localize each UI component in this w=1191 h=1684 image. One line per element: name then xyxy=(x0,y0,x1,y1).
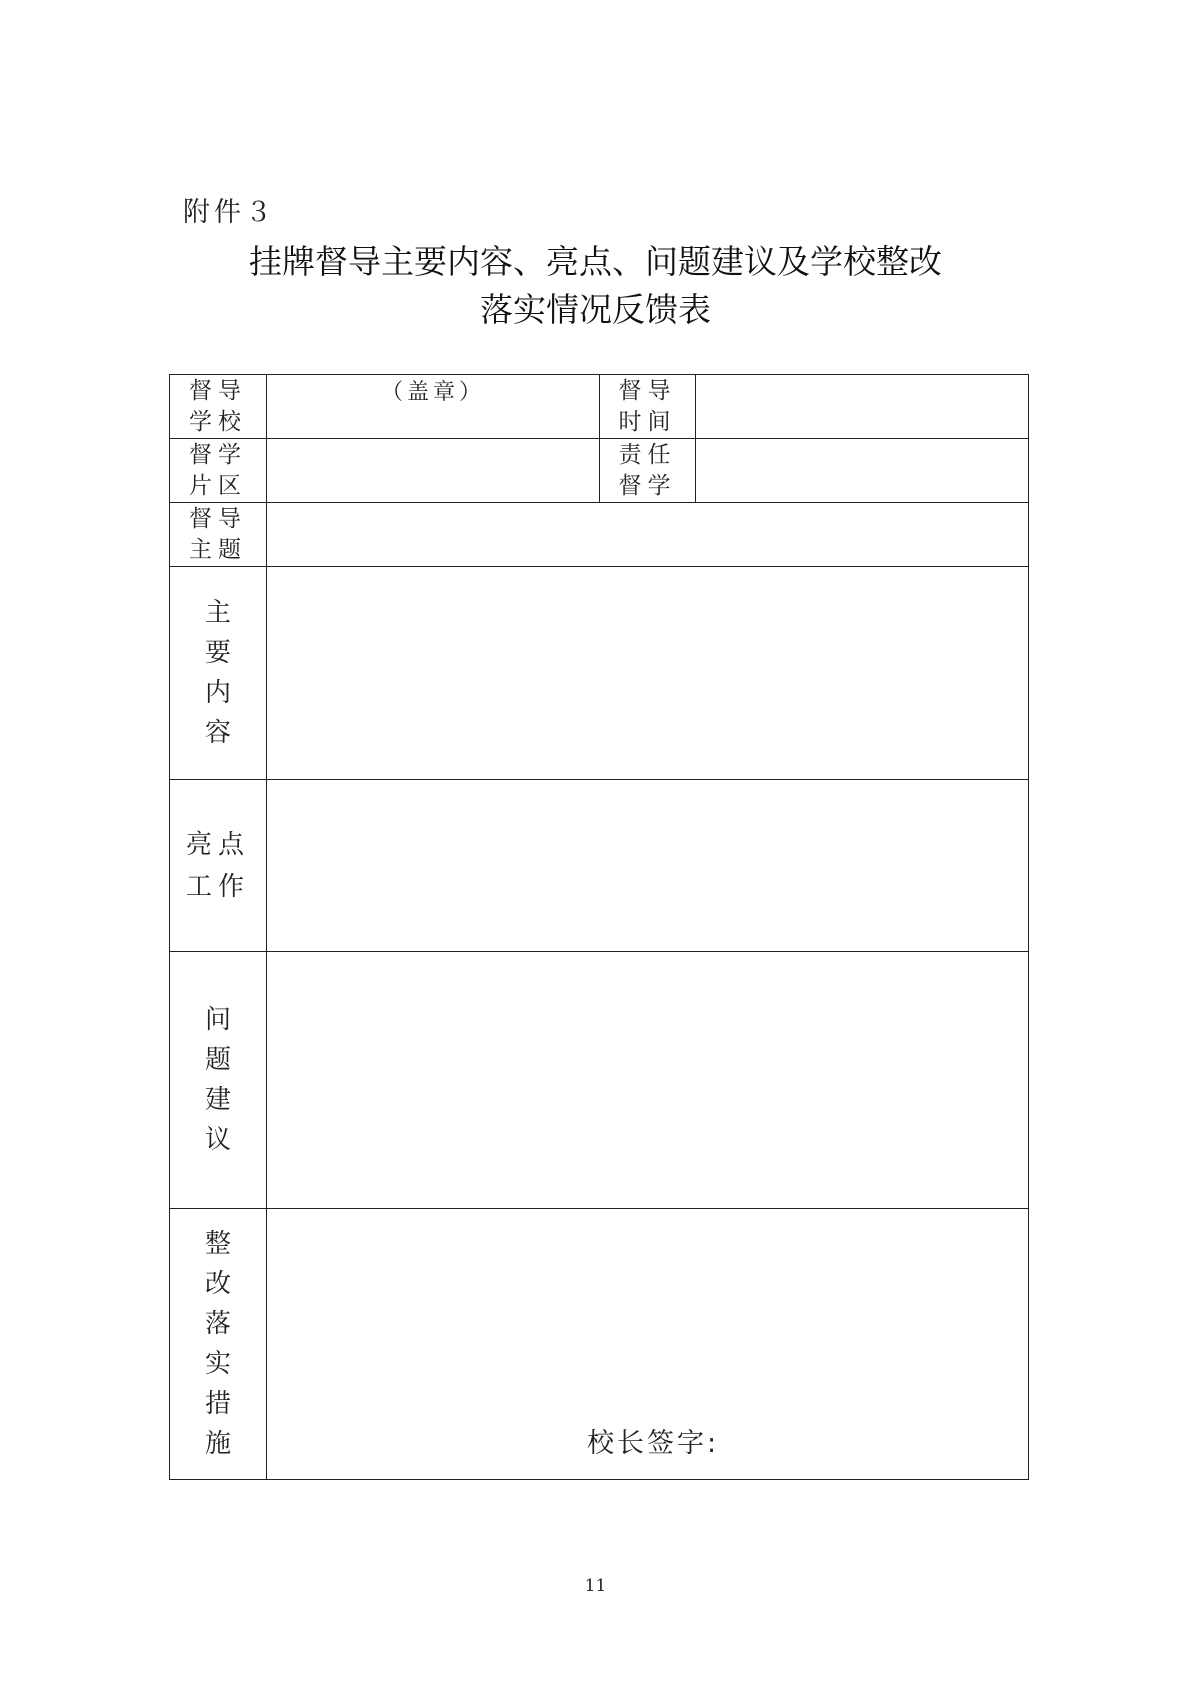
row-problems xyxy=(170,952,1029,1209)
highlight-label-cell xyxy=(170,780,267,952)
main-content-char: 要 xyxy=(204,638,231,668)
row-rectification xyxy=(170,1209,1029,1480)
time-label-line1: 督导 xyxy=(618,377,677,404)
main-content-char: 内 xyxy=(204,678,231,708)
time-label-line2: 时间 xyxy=(618,408,677,435)
rectify-char: 施 xyxy=(204,1429,231,1459)
rectify-label-cell xyxy=(170,1209,267,1480)
problems-label-cell xyxy=(170,952,267,1209)
main-content-input-cell[interactable] xyxy=(267,567,1029,780)
row-highlights xyxy=(170,780,1029,952)
problems-char: 议 xyxy=(204,1125,231,1155)
row-school xyxy=(170,375,1029,439)
highlight-label-line1: 亮点 xyxy=(185,829,250,860)
district-label-line1: 督学 xyxy=(189,441,247,468)
district-label-line2: 片区 xyxy=(189,472,247,499)
problems-char: 问 xyxy=(204,1005,231,1035)
problems-input-cell[interactable] xyxy=(267,952,1029,1209)
rectify-input-cell[interactable] xyxy=(267,1209,1029,1480)
time-input-cell[interactable] xyxy=(696,375,1029,439)
rectify-char: 措 xyxy=(204,1389,231,1419)
highlight-label-line2: 工作 xyxy=(185,871,250,902)
theme-label-cell xyxy=(170,503,267,567)
rectify-char: 整 xyxy=(204,1229,231,1259)
row-district xyxy=(170,439,1029,503)
theme-label-line1: 督导 xyxy=(189,505,247,532)
problems-char: 建 xyxy=(204,1085,231,1115)
form-title-line1: 挂牌督导主要内容、亮点、问题建议及学校整改 xyxy=(249,242,942,281)
time-label-cell xyxy=(600,375,696,439)
inspector-label-line2: 督学 xyxy=(618,472,677,499)
rectify-char: 落 xyxy=(204,1309,231,1339)
row-theme xyxy=(170,503,1029,567)
district-label-cell xyxy=(170,439,267,503)
school-input-cell[interactable] xyxy=(267,375,600,439)
rectify-char: 改 xyxy=(204,1269,231,1299)
theme-label-line2: 主题 xyxy=(189,536,247,563)
main-content-char: 主 xyxy=(204,598,231,628)
attachment-label: 附件３ xyxy=(183,197,276,228)
inspector-label-line1: 责任 xyxy=(618,441,677,468)
page-number: 11 xyxy=(584,1576,607,1596)
problems-char: 题 xyxy=(204,1045,231,1075)
principal-signature-label: 校长签字: xyxy=(587,1428,720,1459)
row-main-content xyxy=(170,567,1029,780)
inspector-input-cell[interactable] xyxy=(696,439,1029,503)
school-label-line1: 督导 xyxy=(189,377,247,404)
main-content-char: 容 xyxy=(204,718,231,748)
rectify-char: 实 xyxy=(204,1349,231,1379)
school-label-line2: 学校 xyxy=(189,408,247,435)
inspector-label-cell xyxy=(600,439,696,503)
district-input-cell[interactable] xyxy=(267,439,600,503)
feedback-form-table xyxy=(169,374,1029,1480)
school-label-cell xyxy=(170,375,267,439)
highlight-input-cell[interactable] xyxy=(267,780,1029,952)
stamp-text: （盖章） xyxy=(380,380,485,405)
form-title-line2: 落实情况反馈表 xyxy=(480,290,711,329)
theme-input-cell[interactable] xyxy=(267,503,1029,567)
main-content-label-cell xyxy=(170,567,267,780)
